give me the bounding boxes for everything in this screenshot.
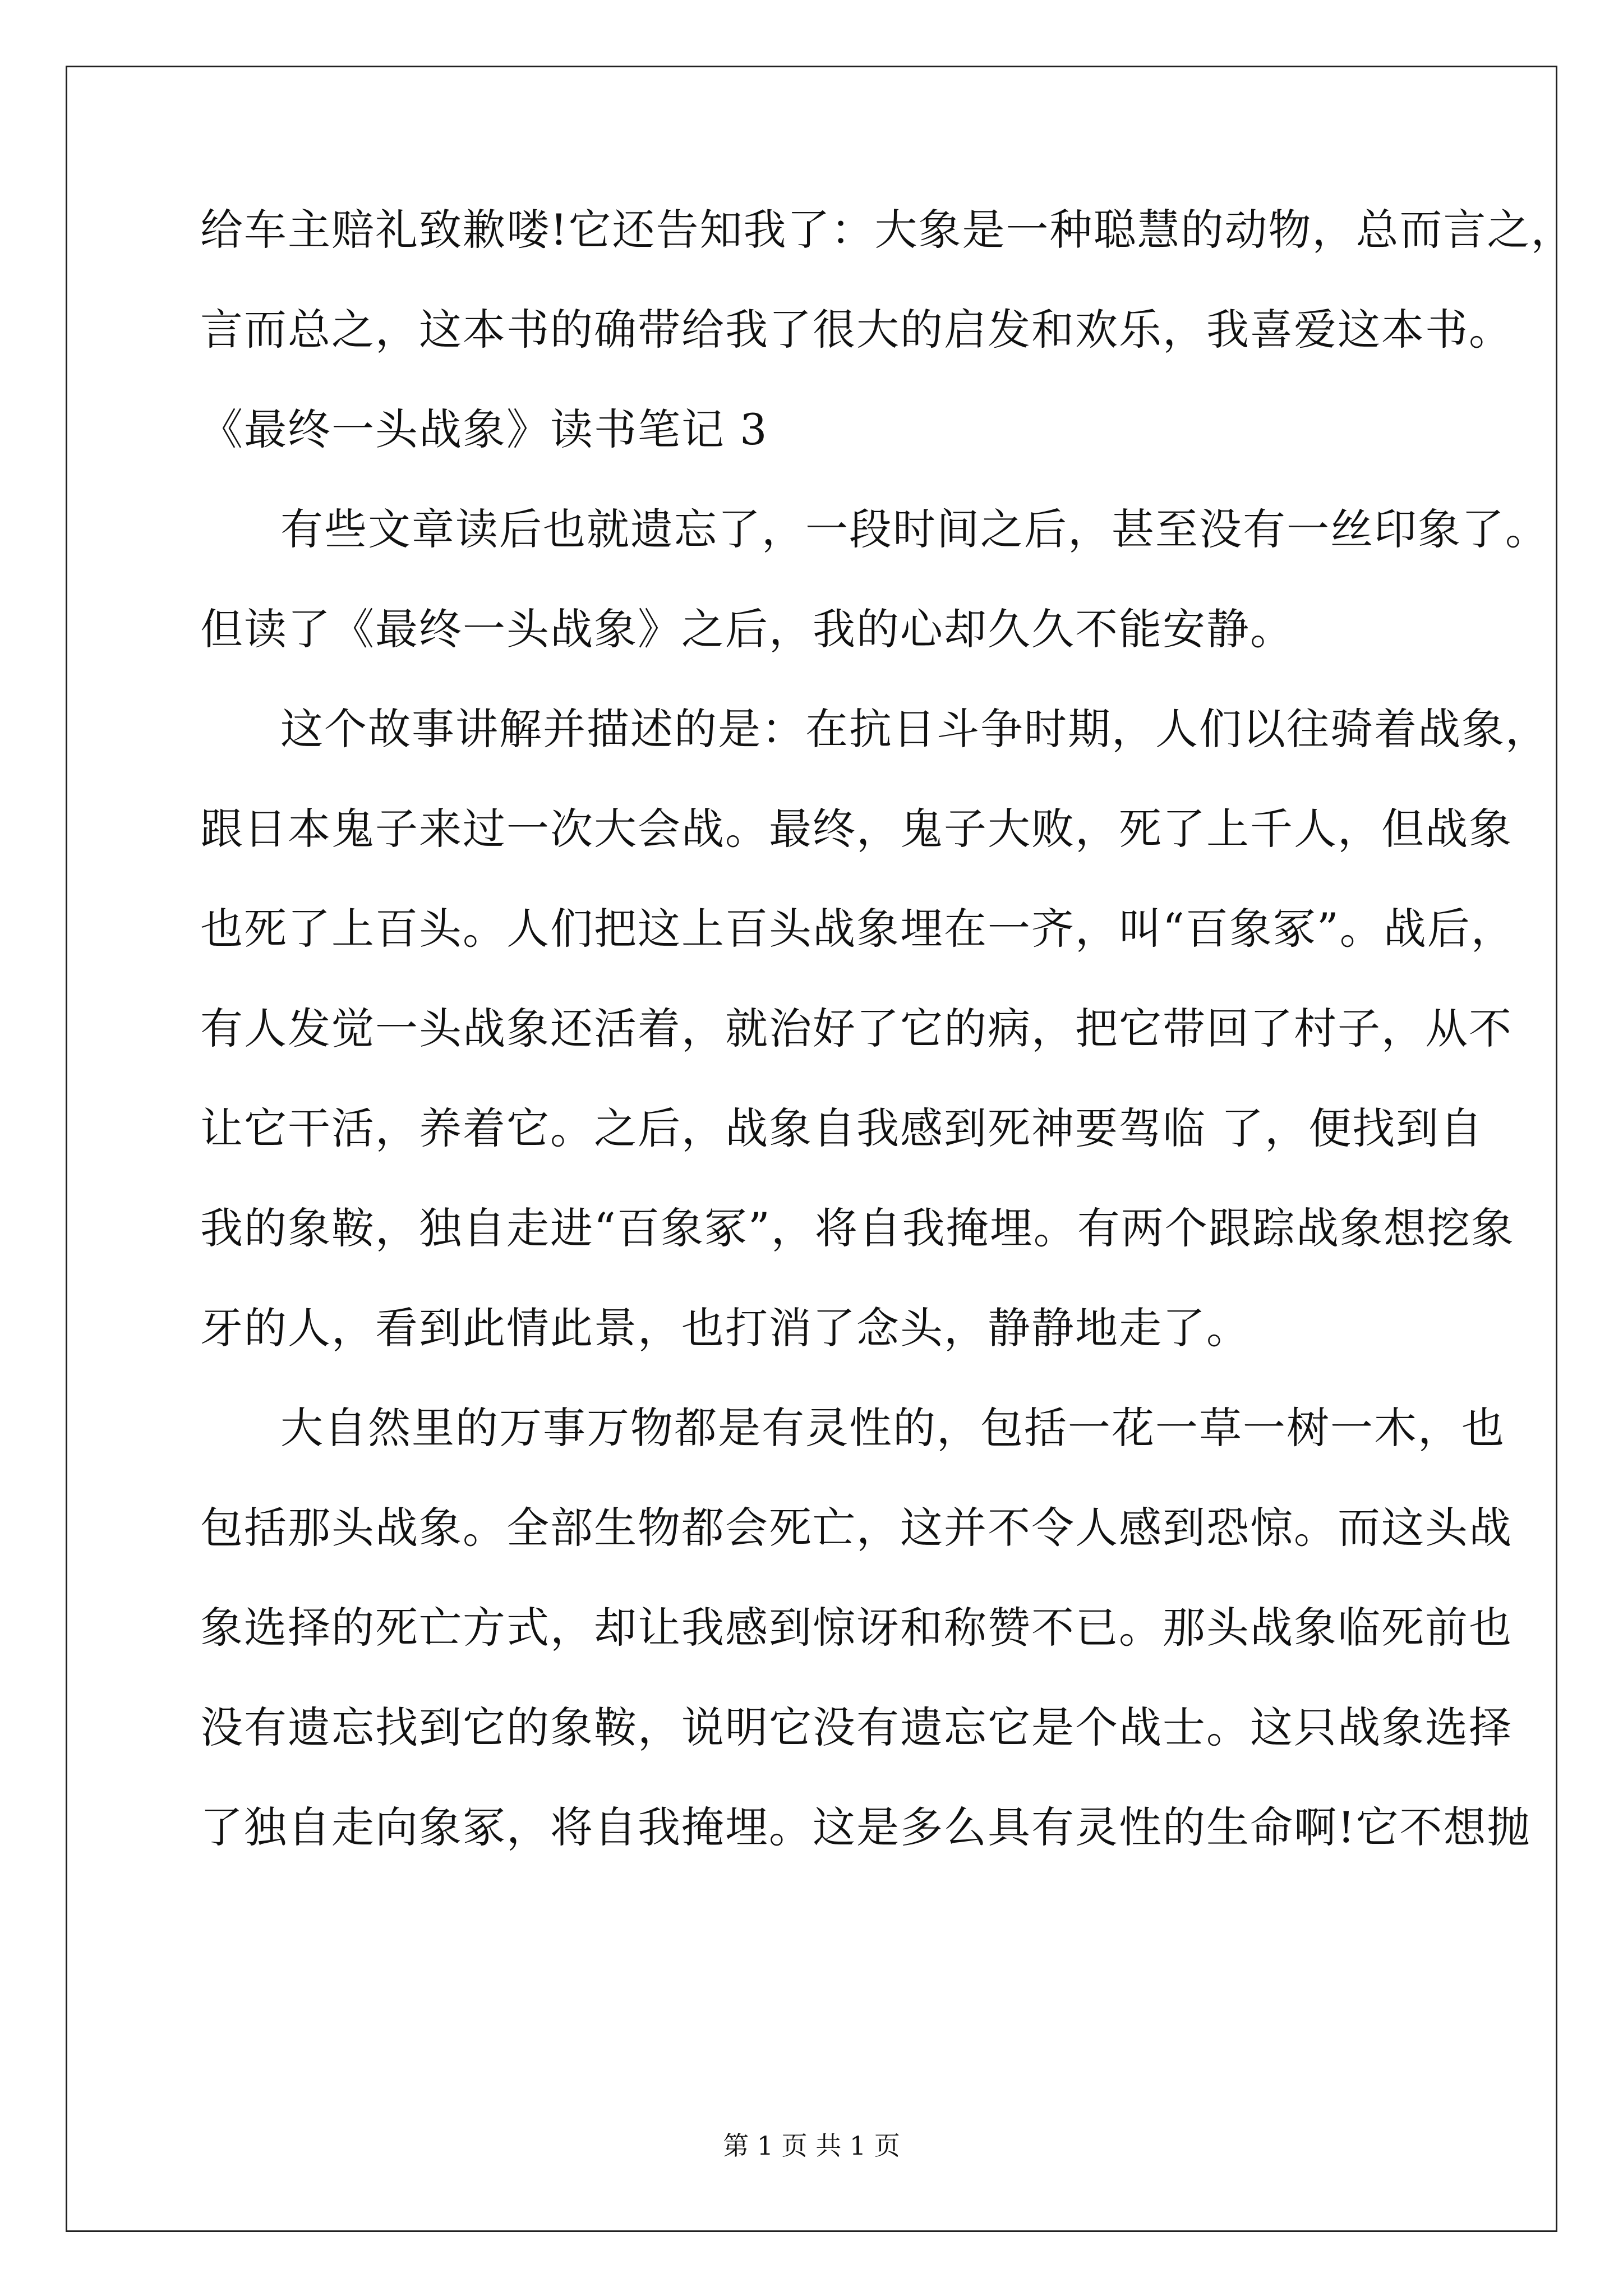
paragraph-line: 我的象鞍，独自走进“百象冢”，将自我掩埋。有两个跟踪战象想挖象 — [200, 1203, 1515, 1253]
page-number-footer: 第 1 页 共 1 页 — [723, 2131, 900, 2161]
paragraph-line: 了独自走向象冢，将自我掩埋。这是多么具有灵性的生命啊!它不想抛 — [200, 1802, 1531, 1852]
paragraph-line: 这个故事讲解并描述的是：在抗日斗争时期，人们以往骑着战象， — [280, 704, 1549, 754]
paragraph-line: 牙的人，看到此情此景，也打消了念头，静静地走了。 — [200, 1303, 1250, 1353]
paragraph-line: 象选择的死亡方式，却让我感到惊讶和称赞不已。那头战象临死前也 — [200, 1603, 1513, 1653]
paragraph-line: 大自然里的万事万物都是有灵性的，包括一花一草一树一木，也 — [280, 1403, 1505, 1453]
paragraph-line: 但读了《最终一头战象》之后，我的心却久久不能安静。 — [200, 604, 1294, 654]
paragraph-line: 跟日本鬼子来过一次大会战。最终，鬼子大败，死了上千人，但战象 — [200, 804, 1513, 854]
paragraph-line: 包括那头战象。全部生物都会死亡，这并不令人感到恐惊。而这头战 — [200, 1503, 1513, 1553]
section-heading: 《最终一头战象》读书笔记 3 — [200, 404, 768, 454]
paragraph-line: 有人发觉一头战象还活着，就治好了它的病，把它带回了村子，从不 — [200, 1004, 1513, 1053]
text-line: 给车主赔礼致歉喽!它还告知我了：大象是一种聪慧的动物，总而言之， — [200, 205, 1575, 255]
paragraph-line: 有些文章读后也就遗忘了，一段时间之后，甚至没有一丝印象了。 — [280, 504, 1549, 554]
text-line: 言而总之，这本书的确带给我了很大的启发和欢乐，我喜爱这本书。 — [200, 305, 1513, 355]
paragraph-line: 让它干活，养着它。之后，战象自我感到死神要驾临 了，便找到自 — [200, 1103, 1484, 1153]
paragraph-line: 也死了上百头。人们把这上百头战象埋在一齐，叫“百象冢”。战后， — [200, 904, 1515, 954]
paragraph-line: 没有遗忘找到它的象鞍，说明它没有遗忘它是个战士。这只战象选择 — [200, 1703, 1513, 1752]
